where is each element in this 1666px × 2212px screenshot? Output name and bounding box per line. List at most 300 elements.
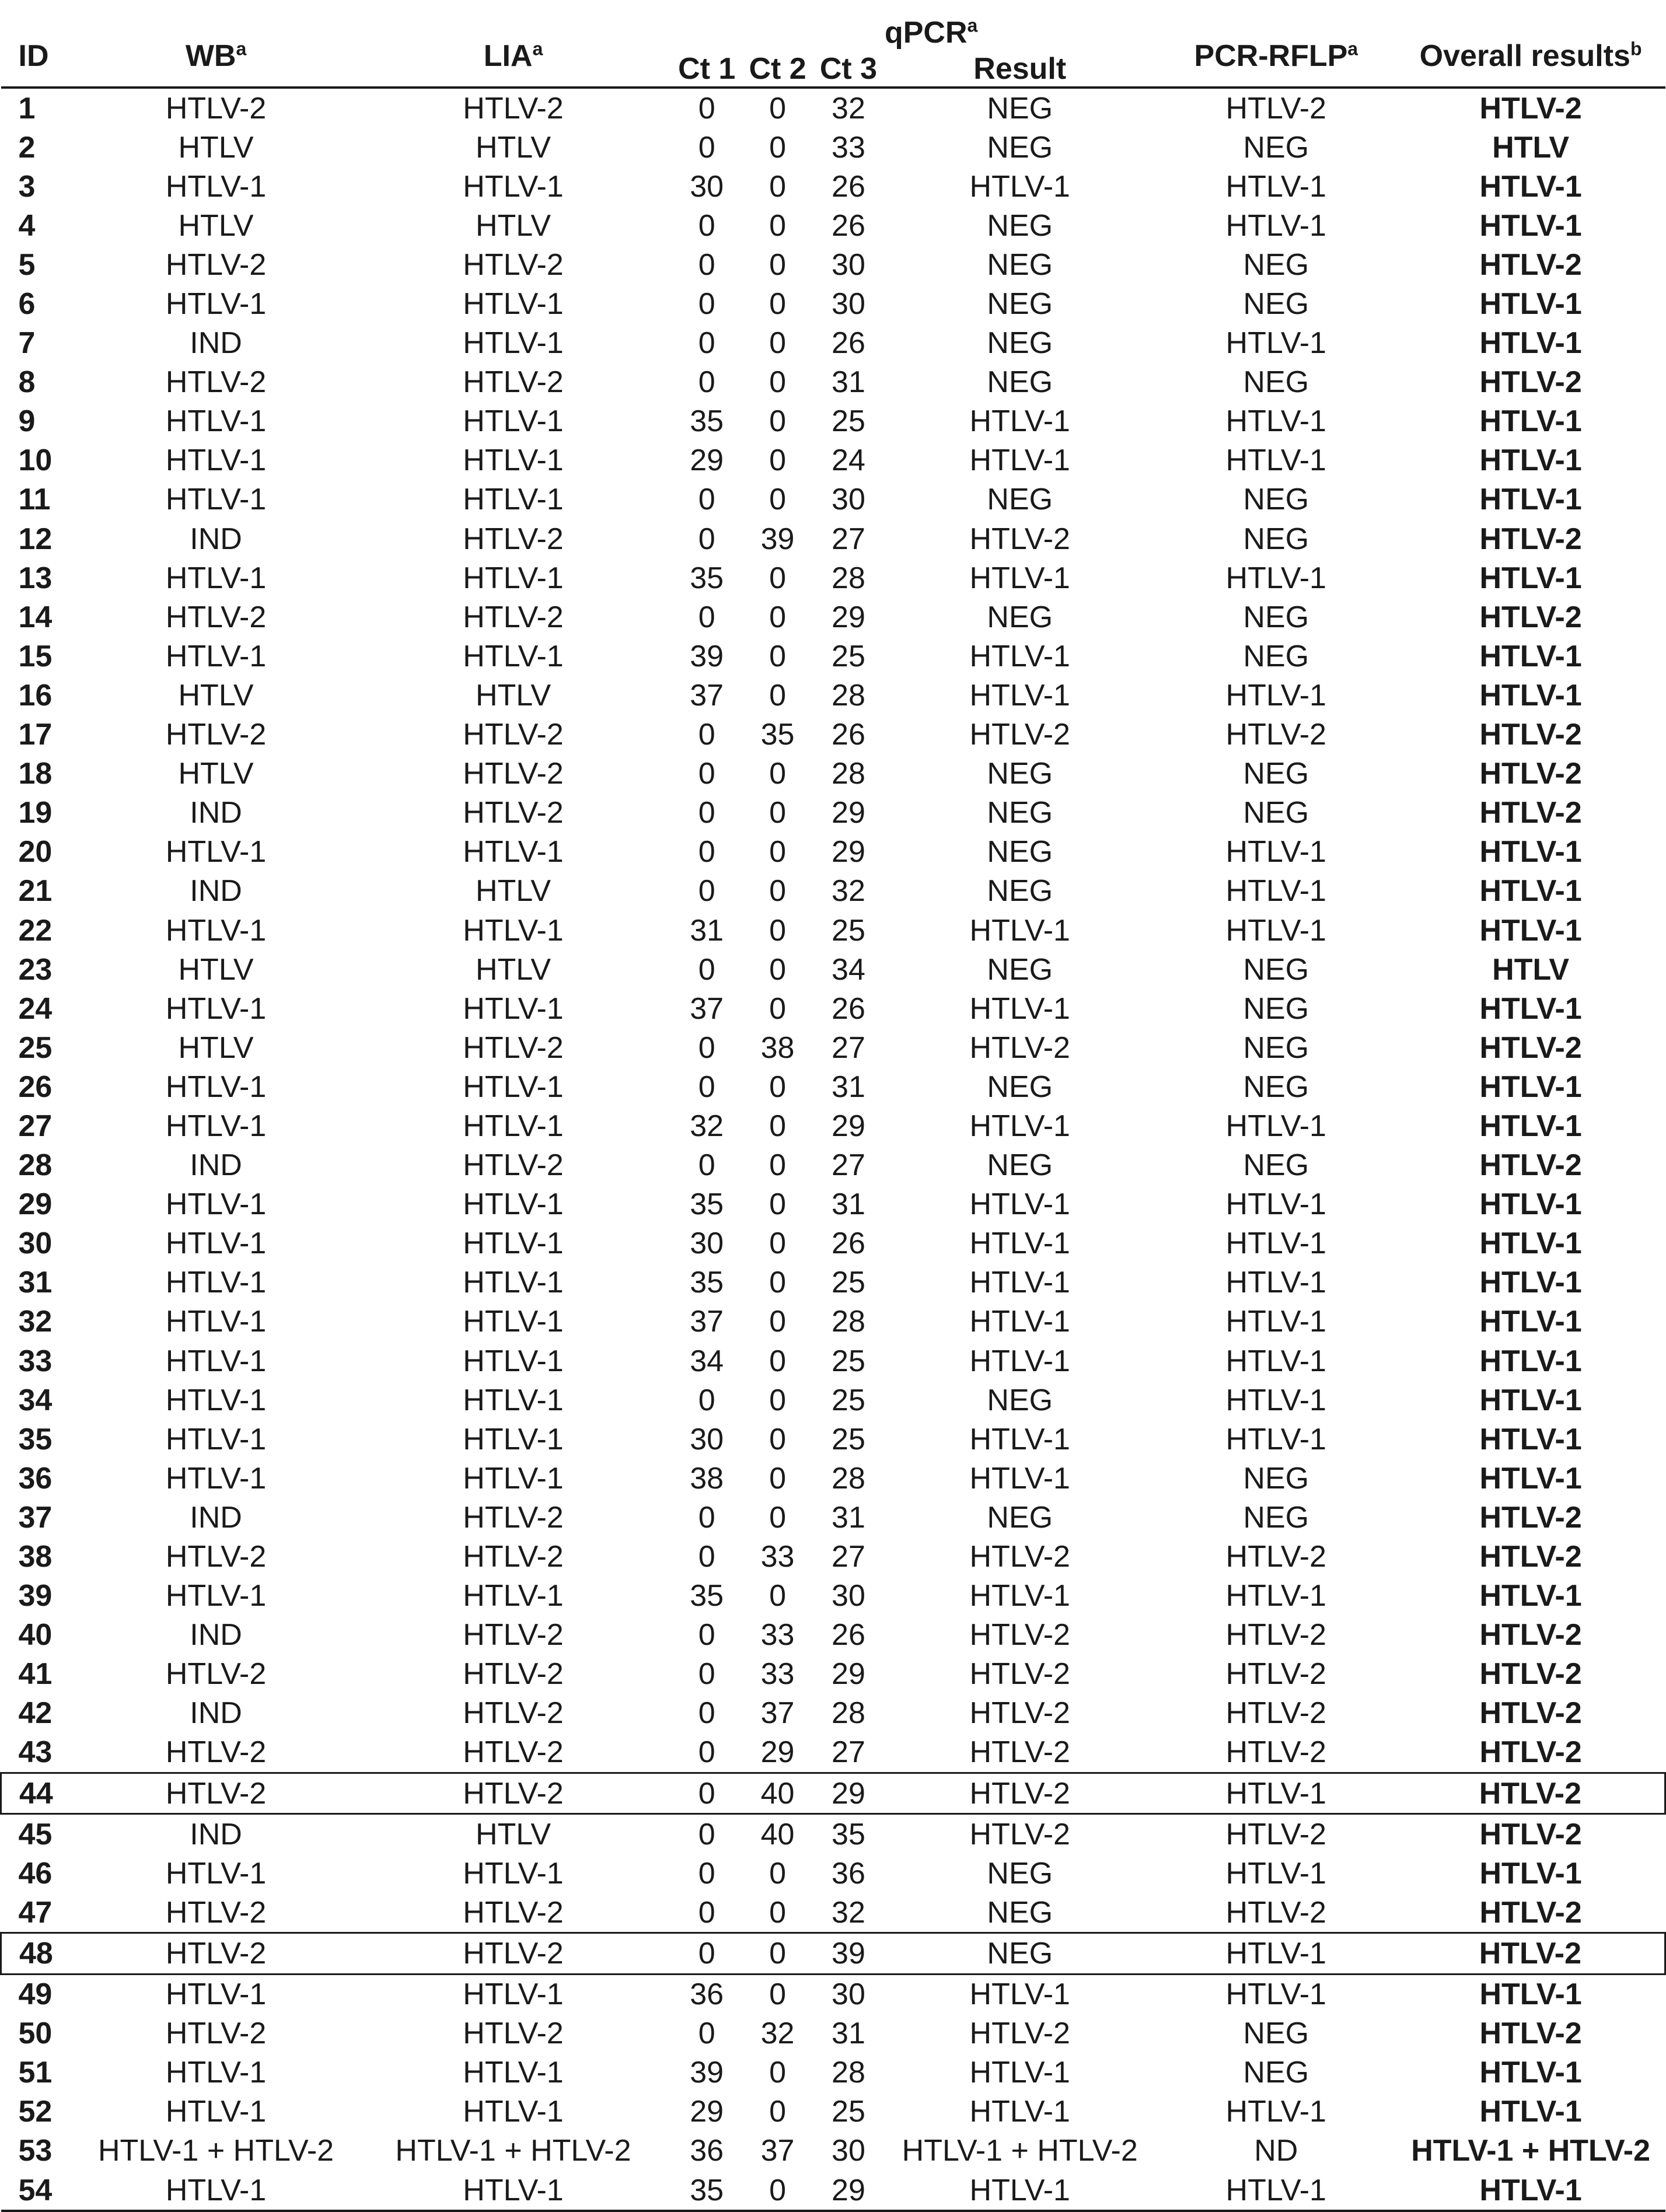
cell-lia: HTLV-1 — [463, 1344, 564, 1378]
cell-qpcr-result: HTLV-1 — [969, 443, 1070, 478]
table-row — [1, 1185, 1665, 1224]
cell-ct2: 33 — [760, 1618, 795, 1652]
cell-ct3: 26 — [832, 208, 865, 243]
cell-lia: HTLV-2 — [463, 1735, 564, 1770]
cell-ct2: 0 — [769, 1226, 787, 1261]
table-row — [1, 754, 1665, 794]
table-row — [1, 1733, 1665, 1773]
cell-ct2: 40 — [742, 1773, 813, 1814]
cell-id: 20 — [18, 835, 53, 869]
cell-lia: HTLV-1 + HTLV-2 — [395, 2134, 631, 2168]
cell-ct1: 0 — [698, 1856, 715, 1890]
table-row — [1, 480, 1665, 519]
cell-ct1: 0 — [698, 326, 715, 361]
header-wb: $WB^a$ — [77, 14, 355, 88]
cell-wb: HTLV-1 — [165, 2056, 267, 2090]
cell-id: 41 — [18, 1657, 53, 1692]
cell-id: 48 — [1, 1933, 77, 1974]
cell-wb: HTLV-1 — [165, 287, 267, 322]
cell-ct3: 32 — [832, 1895, 865, 1930]
cell-id: 29 — [18, 1187, 53, 1222]
cell-ct3: 29 — [813, 1773, 883, 1814]
cell-pcr-rflp: ND — [1254, 2134, 1298, 2168]
cell-ct1: 0 — [698, 1735, 715, 1770]
cell-id: 6 — [18, 287, 36, 322]
cell-id: 38 — [18, 1540, 53, 1574]
cell-ct3: 33 — [832, 130, 865, 165]
cell-ct2: 0 — [769, 1422, 787, 1456]
header-ct2: Ct 2 — [742, 50, 813, 88]
cell-ct3: 29 — [813, 2171, 883, 2211]
cell-lia: HTLV-2 — [463, 1540, 564, 1574]
cell-pcr-rflp: NEG — [1243, 600, 1309, 634]
cell-lia: HTLV-1 — [463, 561, 564, 595]
cell-qpcr-result: NEG — [987, 483, 1053, 517]
cell-lia: HTLV-2 — [463, 796, 564, 830]
cell-pcr-rflp: NEG — [1243, 1030, 1309, 1065]
cell-lia: HTLV-1 — [463, 991, 564, 1026]
table-row — [1, 245, 1665, 284]
cell-pcr-rflp: NEG — [1243, 991, 1309, 1026]
cell-qpcr-result: HTLV-1 — [969, 2056, 1070, 2090]
cell-ct1: 0 — [671, 1933, 742, 1974]
table-row — [1, 284, 1665, 323]
cell-ct1: 35 — [690, 1187, 724, 1222]
cell-ct2: 0 — [742, 2171, 813, 2211]
cell-ct2: 0 — [769, 639, 787, 673]
cell-id: 52 — [18, 2095, 53, 2129]
cell-id: 35 — [18, 1422, 53, 1456]
cell-ct2: 35 — [760, 718, 795, 752]
cell-ct1: 0 — [698, 1500, 715, 1535]
cell-wb: HTLV-1 — [165, 1070, 267, 1104]
cell-lia: HTLV-2 — [355, 1773, 672, 1814]
cell-overall-result: HTLV-1 — [1479, 1383, 1582, 1417]
cell-ct2: 38 — [760, 1030, 795, 1065]
table-row — [1, 989, 1665, 1028]
cell-pcr-rflp: NEG — [1243, 522, 1309, 556]
cell-lia: HTLV — [475, 208, 551, 243]
cell-ct3: 31 — [832, 2017, 865, 2051]
cell-overall-result: HTLV-1 — [1479, 1856, 1582, 1890]
header-pcr-rflp: PCR-RFLP$^a$ — [1156, 14, 1396, 88]
cell-qpcr-result: HTLV-1 — [969, 1266, 1070, 1300]
cell-wb: HTLV-2 — [165, 1735, 267, 1770]
cell-qpcr-result: HTLV-2 — [969, 1696, 1070, 1731]
cell-pcr-rflp: NEG — [1243, 483, 1309, 517]
cell-ct3: 28 — [832, 1696, 865, 1731]
cell-wb: HTLV-1 — [165, 561, 267, 595]
cell-overall-result: HTLV-2 — [1479, 757, 1582, 791]
table-body — [1, 88, 1665, 2211]
cell-wb: IND — [190, 522, 242, 556]
table-row — [1, 1420, 1665, 1459]
cell-ct2: 0 — [769, 952, 787, 987]
cell-wb: IND — [190, 1148, 242, 1183]
cell-qpcr-result: HTLV-1 — [969, 1461, 1070, 1495]
cell-ct1: 0 — [698, 1030, 715, 1065]
cell-overall-result: HTLV-2 — [1479, 1618, 1582, 1652]
cell-pcr-rflp: NEG — [1243, 796, 1309, 830]
cell-pcr-rflp: NEG — [1243, 639, 1309, 673]
table-row — [1, 1341, 1665, 1381]
cell-overall-result: HTLV-1 — [1479, 2056, 1582, 2090]
cell-overall-result: HTLV-1 — [1479, 561, 1582, 595]
cell-qpcr-result: NEG — [987, 1070, 1053, 1104]
table-row — [1, 1893, 1665, 1933]
cell-wb: HTLV-1 — [165, 1187, 267, 1222]
cell-pcr-rflp: NEG — [1243, 2017, 1309, 2051]
cell-ct3: 27 — [832, 1148, 865, 1183]
cell-wb: HTLV-1 — [165, 1109, 267, 1143]
cell-wb: HTLV-2 — [77, 1933, 355, 1974]
cell-ct2: 0 — [769, 404, 787, 439]
cell-qpcr-result: HTLV-2 — [969, 1540, 1070, 1574]
cell-wb: HTLV-1 — [165, 1226, 267, 1261]
cell-id: 40 — [18, 1618, 53, 1652]
cell-overall-result: HTLV-1 — [1479, 991, 1582, 1026]
cell-pcr-rflp: HTLV-1 — [1225, 874, 1326, 908]
cell-id: 44 — [1, 1773, 77, 1814]
cell-qpcr-result: HTLV-1 — [969, 2095, 1070, 2129]
cell-lia: HTLV-2 — [463, 522, 564, 556]
cell-ct1: 36 — [690, 1977, 724, 2012]
cell-overall-result: HTLV-1 + HTLV-2 — [1411, 2134, 1651, 2168]
table-row — [1, 519, 1665, 558]
cell-lia: HTLV-1 — [463, 169, 564, 204]
cell-qpcr-result: NEG — [987, 757, 1053, 791]
cell-ct1: 35 — [690, 1579, 724, 1613]
cell-pcr-rflp: HTLV-1 — [1225, 1856, 1326, 1890]
table-row-highlighted — [1, 1933, 1665, 1974]
table-row — [1, 1302, 1665, 1341]
header-qpcr: qPCR$^a$ — [884, 15, 978, 50]
cell-lia: HTLV-1 — [463, 2056, 564, 2090]
cell-pcr-rflp: HTLV-2 — [1225, 1618, 1326, 1652]
cell-ct3: 25 — [832, 913, 865, 948]
cell-pcr-rflp: NEG — [1243, 2056, 1309, 2090]
cell-ct2: 0 — [769, 835, 787, 869]
cell-overall-result: HTLV-2 — [1479, 247, 1582, 282]
cell-qpcr-result: HTLV-1 — [969, 169, 1070, 204]
cell-ct2: 0 — [769, 796, 787, 830]
cell-id: 34 — [18, 1383, 53, 1417]
cell-pcr-rflp: NEG — [1243, 1461, 1309, 1495]
cell-overall-result: HTLV-1 — [1479, 639, 1582, 673]
cell-overall-result: HTLV-1 — [1479, 169, 1582, 204]
cell-pcr-rflp: HTLV-1 — [1225, 443, 1326, 478]
cell-ct3: 26 — [832, 1226, 865, 1261]
cell-ct3: 25 — [832, 404, 865, 439]
table-row — [1, 1974, 1665, 2014]
header-lia: LIA$^a$ — [355, 14, 672, 88]
cell-pcr-rflp: HTLV-2 — [1225, 1540, 1326, 1574]
cell-overall-result: HTLV-1 — [1479, 913, 1582, 948]
cell-qpcr-result: HTLV-2 — [969, 1618, 1070, 1652]
cell-overall-result: HTLV-1 — [1479, 1226, 1582, 1261]
cell-id: 39 — [18, 1579, 53, 1613]
cell-overall-result: HTLV-1 — [1479, 287, 1582, 322]
cell-ct1: 39 — [690, 639, 724, 673]
cell-lia: HTLV-1 — [463, 404, 564, 439]
cell-ct3: 24 — [832, 443, 865, 478]
table-row — [1, 2131, 1665, 2171]
cell-wb: HTLV-1 — [165, 991, 267, 1026]
cell-ct3: 30 — [832, 2134, 865, 2168]
cell-lia: HTLV-2 — [463, 1500, 564, 1535]
table-row — [1, 1537, 1665, 1576]
cell-wb: HTLV-2 — [165, 365, 267, 400]
table-row — [1, 833, 1665, 872]
cell-qpcr-result: HTLV-1 — [969, 1226, 1070, 1261]
cell-wb: HTLV — [178, 678, 254, 712]
cell-qpcr-result: HTLV-1 — [969, 1579, 1070, 1613]
cell-ct1: 0 — [698, 287, 715, 322]
table-row-highlighted — [1, 1773, 1665, 1814]
table-row — [1, 911, 1665, 950]
cell-ct3: 29 — [832, 1657, 865, 1692]
cell-lia: HTLV-1 — [463, 1422, 564, 1456]
cell-ct2: 0 — [769, 874, 787, 908]
cell-ct1: 35 — [690, 404, 724, 439]
cell-wb: HTLV-1 — [165, 1422, 267, 1456]
cell-id: 10 — [18, 443, 53, 478]
cell-qpcr-result: HTLV-1 — [969, 991, 1070, 1026]
cell-ct3: 29 — [832, 796, 865, 830]
table-row — [1, 441, 1665, 480]
cell-id: 16 — [18, 678, 53, 712]
cell-ct3: 29 — [832, 600, 865, 634]
cell-qpcr-result: NEG — [987, 326, 1053, 361]
cell-ct1: 35 — [671, 2171, 742, 2211]
cell-ct1: 0 — [698, 130, 715, 165]
cell-ct2: 0 — [769, 91, 787, 125]
cell-lia: HTLV-2 — [463, 1657, 564, 1692]
cell-overall-result: HTLV-2 — [1479, 522, 1582, 556]
cell-ct1: 0 — [698, 2017, 715, 2051]
cell-ct2: 0 — [769, 130, 787, 165]
header-result: Result — [884, 50, 1156, 88]
cell-lia: HTLV-2 — [355, 1933, 672, 1974]
cell-lia: HTLV-1 — [355, 2171, 672, 2211]
cell-overall-result: HTLV-2 — [1479, 365, 1582, 400]
cell-lia: HTLV-1 — [463, 1579, 564, 1613]
cell-ct2: 0 — [769, 678, 787, 712]
cell-id: 36 — [18, 1461, 53, 1495]
cell-ct2: 0 — [769, 913, 787, 948]
cell-pcr-rflp: NEG — [1243, 365, 1309, 400]
cell-ct2: 29 — [760, 1735, 795, 1770]
cell-pcr-rflp: HTLV-1 — [1225, 404, 1326, 439]
cell-lia: HTLV — [475, 1817, 551, 1851]
cell-pcr-rflp: HTLV-2 — [1225, 91, 1326, 125]
cell-id: 31 — [18, 1266, 53, 1300]
cell-qpcr-result: NEG — [987, 1500, 1053, 1535]
cell-qpcr-result: HTLV-1 — [969, 1344, 1070, 1378]
cell-id: 14 — [18, 600, 53, 634]
cell-pcr-rflp: NEG — [1243, 130, 1309, 165]
cell-id: 27 — [18, 1109, 53, 1143]
cell-ct3: 26 — [832, 326, 865, 361]
cell-ct2: 0 — [769, 287, 787, 322]
cell-ct2: 0 — [769, 2095, 787, 2129]
cell-ct3: 30 — [832, 287, 865, 322]
cell-ct1: 0 — [698, 247, 715, 282]
cell-pcr-rflp: HTLV-1 — [1225, 1579, 1326, 1613]
cell-overall-result: HTLV-1 — [1479, 1344, 1582, 1378]
cell-overall-result: HTLV-2 — [1479, 1735, 1582, 1770]
cell-ct1: 32 — [690, 1109, 724, 1143]
cell-id: 5 — [18, 247, 36, 282]
cell-qpcr-result: NEG — [987, 600, 1053, 634]
cell-lia: HTLV-1 — [463, 1305, 564, 1339]
cell-ct3: 31 — [832, 1500, 865, 1535]
cell-ct1: 29 — [690, 443, 724, 478]
cell-qpcr-result: NEG — [987, 835, 1053, 869]
cell-wb: HTLV-1 — [165, 404, 267, 439]
cell-ct2: 0 — [769, 1070, 787, 1104]
cell-ct2: 0 — [769, 208, 787, 243]
cell-lia: HTLV-1 — [463, 1856, 564, 1890]
cell-ct1: 30 — [690, 1422, 724, 1456]
cell-overall-result: HTLV-1 — [1479, 1109, 1582, 1143]
cell-pcr-rflp: HTLV-1 — [1225, 169, 1326, 204]
cell-id: 42 — [18, 1696, 53, 1731]
cell-wb: HTLV-1 — [165, 2095, 267, 2129]
table-row — [1, 402, 1665, 441]
cell-id: 7 — [18, 326, 36, 361]
table-row — [1, 1459, 1665, 1498]
cell-id: 18 — [18, 757, 53, 791]
cell-id: 53 — [18, 2134, 53, 2168]
cell-ct2: 0 — [769, 1148, 787, 1183]
cell-qpcr-result: HTLV-2 — [969, 718, 1070, 752]
cell-id: 33 — [18, 1344, 53, 1378]
cell-lia: HTLV — [475, 130, 551, 165]
cell-qpcr-result: NEG — [987, 1856, 1053, 1890]
cell-ct3: 30 — [832, 483, 865, 517]
cell-wb: HTLV-1 — [165, 913, 267, 948]
cell-qpcr-result: HTLV-1 — [969, 639, 1070, 673]
cell-lia: HTLV-2 — [463, 1895, 564, 1930]
cell-wb: HTLV — [178, 952, 254, 987]
cell-pcr-rflp: HTLV-1 — [1156, 1933, 1396, 1974]
cell-pcr-rflp: HTLV-2 — [1225, 1817, 1326, 1851]
cell-ct2: 0 — [769, 1305, 787, 1339]
cell-pcr-rflp: HTLV-1 — [1225, 1422, 1326, 1456]
cell-wb: HTLV-2 — [165, 718, 267, 752]
cell-overall-result: HTLV-2 — [1479, 1657, 1582, 1692]
cell-wb: HTLV-2 — [165, 600, 267, 634]
cell-ct3: 28 — [832, 2056, 865, 2090]
cell-overall-result: HTLV-1 — [1479, 2095, 1582, 2129]
cell-overall-result: HTLV-2 — [1479, 600, 1582, 634]
cell-qpcr-result: HTLV-1 + HTLV-2 — [902, 2134, 1138, 2168]
cell-ct1: 35 — [690, 1266, 724, 1300]
cell-ct2: 0 — [769, 1977, 787, 2012]
cell-ct1: 38 — [690, 1461, 724, 1495]
table-row — [1, 597, 1665, 637]
table-row — [1, 558, 1665, 597]
table-row — [1, 1381, 1665, 1420]
cell-id: 28 — [18, 1148, 53, 1183]
cell-overall-result: HTLV-1 — [1479, 443, 1582, 478]
cell-id: 12 — [18, 522, 53, 556]
cell-pcr-rflp: NEG — [1243, 1500, 1309, 1535]
table-row — [1, 1694, 1665, 1733]
cell-wb: IND — [190, 1696, 242, 1731]
cell-qpcr-result: HTLV-1 — [884, 2171, 1156, 2211]
cell-ct1: 31 — [690, 913, 724, 948]
table-row — [1, 676, 1665, 715]
cell-pcr-rflp: HTLV-2 — [1225, 1696, 1326, 1731]
table-row — [1, 1067, 1665, 1106]
cell-id: 3 — [18, 169, 36, 204]
table-row — [1, 1106, 1665, 1145]
cell-wb: HTLV-2 — [77, 1773, 355, 1814]
cell-qpcr-result: HTLV-1 — [969, 1977, 1070, 2012]
table-row — [1, 1146, 1665, 1185]
cell-overall-result: HTLV-1 — [1479, 404, 1582, 439]
cell-overall-result: HTLV-2 — [1479, 1817, 1582, 1851]
cell-overall-result: HTLV-1 — [1479, 326, 1582, 361]
cell-qpcr-result: NEG — [987, 796, 1053, 830]
cell-ct2: 0 — [769, 1895, 787, 1930]
cell-pcr-rflp: HTLV-1 — [1225, 1187, 1326, 1222]
cell-ct1: 0 — [698, 1618, 715, 1652]
cell-ct2: 0 — [769, 1187, 787, 1222]
cell-ct2: 0 — [769, 1856, 787, 1890]
cell-ct1: 30 — [690, 169, 724, 204]
cell-pcr-rflp: HTLV-2 — [1225, 718, 1326, 752]
cell-pcr-rflp: HTLV-1 — [1225, 1266, 1326, 1300]
cell-id: 47 — [18, 1895, 53, 1930]
cell-id: 22 — [18, 913, 53, 948]
cell-ct2: 0 — [769, 2056, 787, 2090]
cell-qpcr-result: NEG — [987, 952, 1053, 987]
cell-ct3: 25 — [832, 1383, 865, 1417]
cell-lia: HTLV-2 — [463, 1148, 564, 1183]
cell-ct1: 0 — [698, 522, 715, 556]
cell-ct1: 0 — [698, 91, 715, 125]
cell-lia: HTLV-2 — [463, 1030, 564, 1065]
cell-pcr-rflp: HTLV-2 — [1225, 1895, 1326, 1930]
cell-ct1: 0 — [698, 365, 715, 400]
cell-overall-result: HTLV-2 — [1479, 1895, 1582, 1930]
cell-ct2: 33 — [760, 1540, 795, 1574]
table-row — [1, 128, 1665, 167]
cell-id: 46 — [18, 1856, 53, 1890]
cell-lia: HTLV-1 — [463, 1383, 564, 1417]
cell-lia: HTLV-2 — [463, 757, 564, 791]
cell-overall-result: HTLV-1 — [1479, 1461, 1582, 1495]
cell-overall-result: HTLV-2 — [1479, 1540, 1582, 1574]
cell-ct1: 0 — [698, 1895, 715, 1930]
cell-wb: IND — [190, 1500, 242, 1535]
cell-wb: HTLV — [178, 208, 254, 243]
cell-ct1: 35 — [690, 561, 724, 595]
cell-ct3: 31 — [832, 1187, 865, 1222]
cell-id: 15 — [18, 639, 53, 673]
cell-id: 11 — [18, 483, 51, 517]
table-row — [1, 1498, 1665, 1537]
cell-wb: HTLV-2 — [165, 2017, 267, 2051]
cell-ct1: 30 — [690, 1226, 724, 1261]
cell-ct3: 31 — [832, 365, 865, 400]
cell-pcr-rflp: HTLV-1 — [1156, 1773, 1396, 1814]
cell-ct1: 0 — [698, 1148, 715, 1183]
cell-ct1: 0 — [698, 796, 715, 830]
